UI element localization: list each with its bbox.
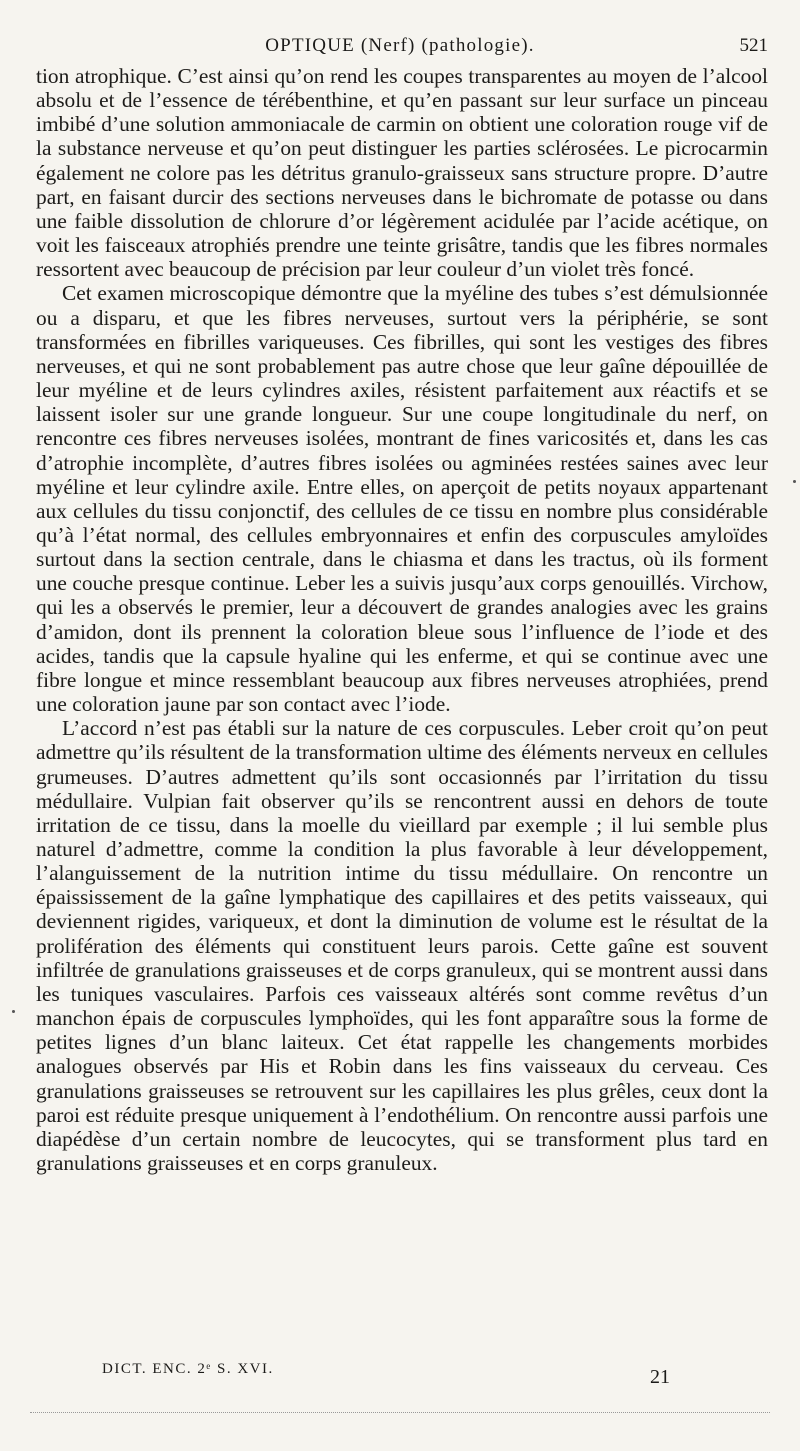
paragraph-3: L’accord n’est pas établi sur la nature de ces corpuscules. Leber croit qu’on peut admettre qu’ils résultent de la transformation ultime des éléments nerveux en cellules grumeuses. D’autres admettent qu’ils sont occasionnés par l’irritation du tissu médullaire. Vulpian fait observer qu’ils se rencontrent aussi en dehors de toute irritation de ce tissu, dans la moelle du vieillard par exemple ; il lui semble plus naturel d’admettre, comme la condition la plus favorable à leur développement, l’alanguissement de la nutrition intime du tissu médullaire. On rencontre un épaississement de la gaîne lymphatique des capillaires et des petits vaisseaux, qui deviennent rigides, variqueux, et dont la diminution de volume est le résultat de la prolifération des éléments qui constituent leurs parois. Cette gaîne est souvent infiltrée de granulations graisseuses et de corps granuleux, qui se montrent aussi dans les tuniques vasculaires. Parfois ces vaisseaux altérés sont comme revêtus d’un manchon épais de corpuscules lymphoïdes, qui les font apparaître sous la forme de petites lignes d’un blanc laiteux. Cet état rappelle les changements morbides analogues observés par His et Robin dans les fins vaisseaux du cerveau. Ces granulations graisseuses se retrouvent sur les capillaires les plus grêles, ceux dont la paroi est réduite presque uniquement à l’endothélium. On rencontre aussi parfois une diapédèse d’un certain nombre de leucocytes, qui se transforment plus tard en granulations graisseuses et en corps granuleux. bbox=[36, 716, 768, 1176]
paragraph-2: Cet examen microscopique démontre que la myéline des tubes s’est démulsionnée ou a disparu, et que les fibres nerveuses, surtout vers la périphérie, se sont transformées en fibrilles variqueuses. Ces fibrilles, qui sont les vestiges des fibres nerveuses, et qui ne sont probablement pas autre chose que leur gaîne dépouillée de leur myéline et de leurs cylindres axiles, résistent parfaitement aux réactifs et se laissent isoler sur une grande longueur. Sur une coupe longitudinale du nerf, on rencontre ces fibres nerveuses isolées, montrant de fines varicosités et, dans les cas d’atrophie incomplète, d’autres fibres isolées ou agminées restées saines avec leur myéline et leur cylindre axile. Entre elles, on aperçoit de petits noyaux appartenant aux cellules du tissu conjonctif, des cellules de ce tissu en nombre plus considérable qu’à l’état normal, des cellules embryonnaires et enfin des corpuscules amyloïdes surtout dans la section centrale, dans le chiasma et dans les tractus, où ils forment une couche presque continue. Leber les a suivis jusqu’aux corps genouillés. Virchow, qui les a observés le premier, leur a découvert de grandes analogies avec les grains d’amidon, dont ils prennent la coloration bleue sous l’influence de l’iode et des acides, tandis que la capsule hyaline qui les enferme, et qui se continue avec une fibre longue et mince ressemblant beaucoup aux fibres nerveuses atrophiées, prend une coloration jaune par son contact avec l’iode. bbox=[36, 281, 768, 717]
page-footer bbox=[0, 1354, 800, 1388]
scan-speck bbox=[12, 1010, 15, 1013]
body-text bbox=[36, 64, 768, 1175]
paragraph-1: tion atrophique. C’est ainsi qu’on rend les coupes transparentes au moyen de l’alcool absolu et de l’essence de térébenthine, et qu’en passant sur leur surface un pinceau imbibé d’une solution ammoniacale de carmin on obtient une coloration rouge vif de la substance nerveuse et qu’on peut distinguer les parties sclérosées. Le picrocarmin également ne colore pas les détritus granulo-graisseux sans structure propre. D’autre part, en faisant durcir des sections nerveuses dans le bichromate de potasse ou dans une faible dissolution de chlorure d’or légèrement acidulée par l’acide acétique, on voit les faisceaux atrophiés prendre une teinte grisâtre, tandis que les fibres normales ressortent avec beaucoup de précision par leur couleur d’un violet très foncé. bbox=[36, 64, 768, 282]
scan-artifact-line bbox=[30, 1412, 770, 1415]
running-title: OPTIQUE (Nerf) (pathologie). bbox=[265, 35, 535, 56]
page-number: 521 bbox=[739, 35, 768, 56]
signature-mark: DICT. ENC. 2ᵉ S. XVI. bbox=[102, 1361, 274, 1377]
sheet-number: 21 bbox=[650, 1366, 670, 1388]
page-header bbox=[0, 30, 800, 62]
scan-speck bbox=[793, 480, 796, 483]
